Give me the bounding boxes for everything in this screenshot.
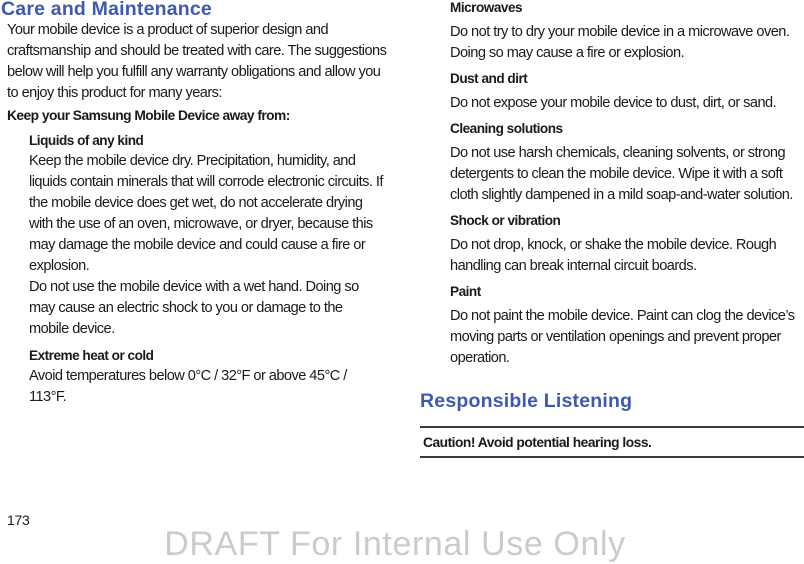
dust-section (420, 69, 804, 114)
cleaning-section (420, 119, 804, 206)
liquids-paragraph-1: Keep the mobile device dry. Precipitation, humidity, and liquids contain minerals that will corrode electronic circuits. If the mobile device does get wet, do not accelerate drying with the use of an oven, microwave, or dryer, because this may damage the mobile device and could cause a fire or explosion. (29, 153, 383, 274)
responsible-listening-title: Responsible Listening (420, 390, 633, 412)
keep-away-heading: Keep your Samsung Mobile Device away from: (7, 108, 290, 123)
cleaning-heading: Cleaning solutions (450, 121, 563, 136)
liquids-paragraph-2: Do not use the mobile device with a wet hand. Doing so may cause an electric shock to you or damage to the mobile device. (29, 279, 359, 337)
dust-paragraph: Do not expose your mobile device to dust, dirt, or sand. (450, 95, 777, 111)
caution-text: Caution! Avoid potential hearing loss. (423, 434, 652, 450)
paint-section (420, 282, 804, 369)
draft-watermark: DRAFT For Internal Use Only (164, 525, 626, 563)
care-maintenance-title: Care and Maintenance (1, 0, 212, 20)
microwaves-section (420, 0, 804, 64)
heat-heading: Extreme heat or cold (29, 348, 154, 363)
shock-heading: Shock or vibration (450, 213, 561, 228)
paint-paragraph: Do not paint the mobile device. Paint can clog the device’s moving parts or ventilation openings and prevent proper operation. (450, 308, 795, 366)
page-number: 173 (7, 512, 30, 528)
liquids-section (0, 131, 392, 340)
left-column (0, 0, 392, 408)
paint-heading: Paint (450, 284, 481, 299)
microwaves-heading: Microwaves (450, 0, 523, 15)
heat-paragraph: Avoid temperatures below 0°C / 32°F or above 45°C / 113°F. (29, 368, 347, 405)
right-column (420, 0, 804, 369)
cleaning-paragraph: Do not use harsh chemicals, cleaning solvents, or strong detergents to clean the mobile device. Wipe it with a soft cloth slightly dampened in a mild soap-and-water solution. (450, 145, 793, 203)
microwaves-paragraph: Do not try to dry your mobile device in a microwave oven. Doing so may cause a fire or explosion. (450, 24, 790, 61)
caution-box (420, 426, 804, 458)
liquids-heading: Liquids of any kind (29, 133, 144, 148)
dust-heading: Dust and dirt (450, 71, 528, 86)
shock-section (420, 211, 804, 277)
intro-paragraph: Your mobile device is a product of superior design and craftsmanship and should be treated with care. The suggestions below will help you fulfill any warranty obligations and allow you to enjoy this product for many years: (7, 22, 387, 101)
heat-section (0, 346, 392, 408)
shock-paragraph: Do not drop, knock, or shake the mobile device. Rough handling can break internal circuit boards. (450, 237, 777, 274)
